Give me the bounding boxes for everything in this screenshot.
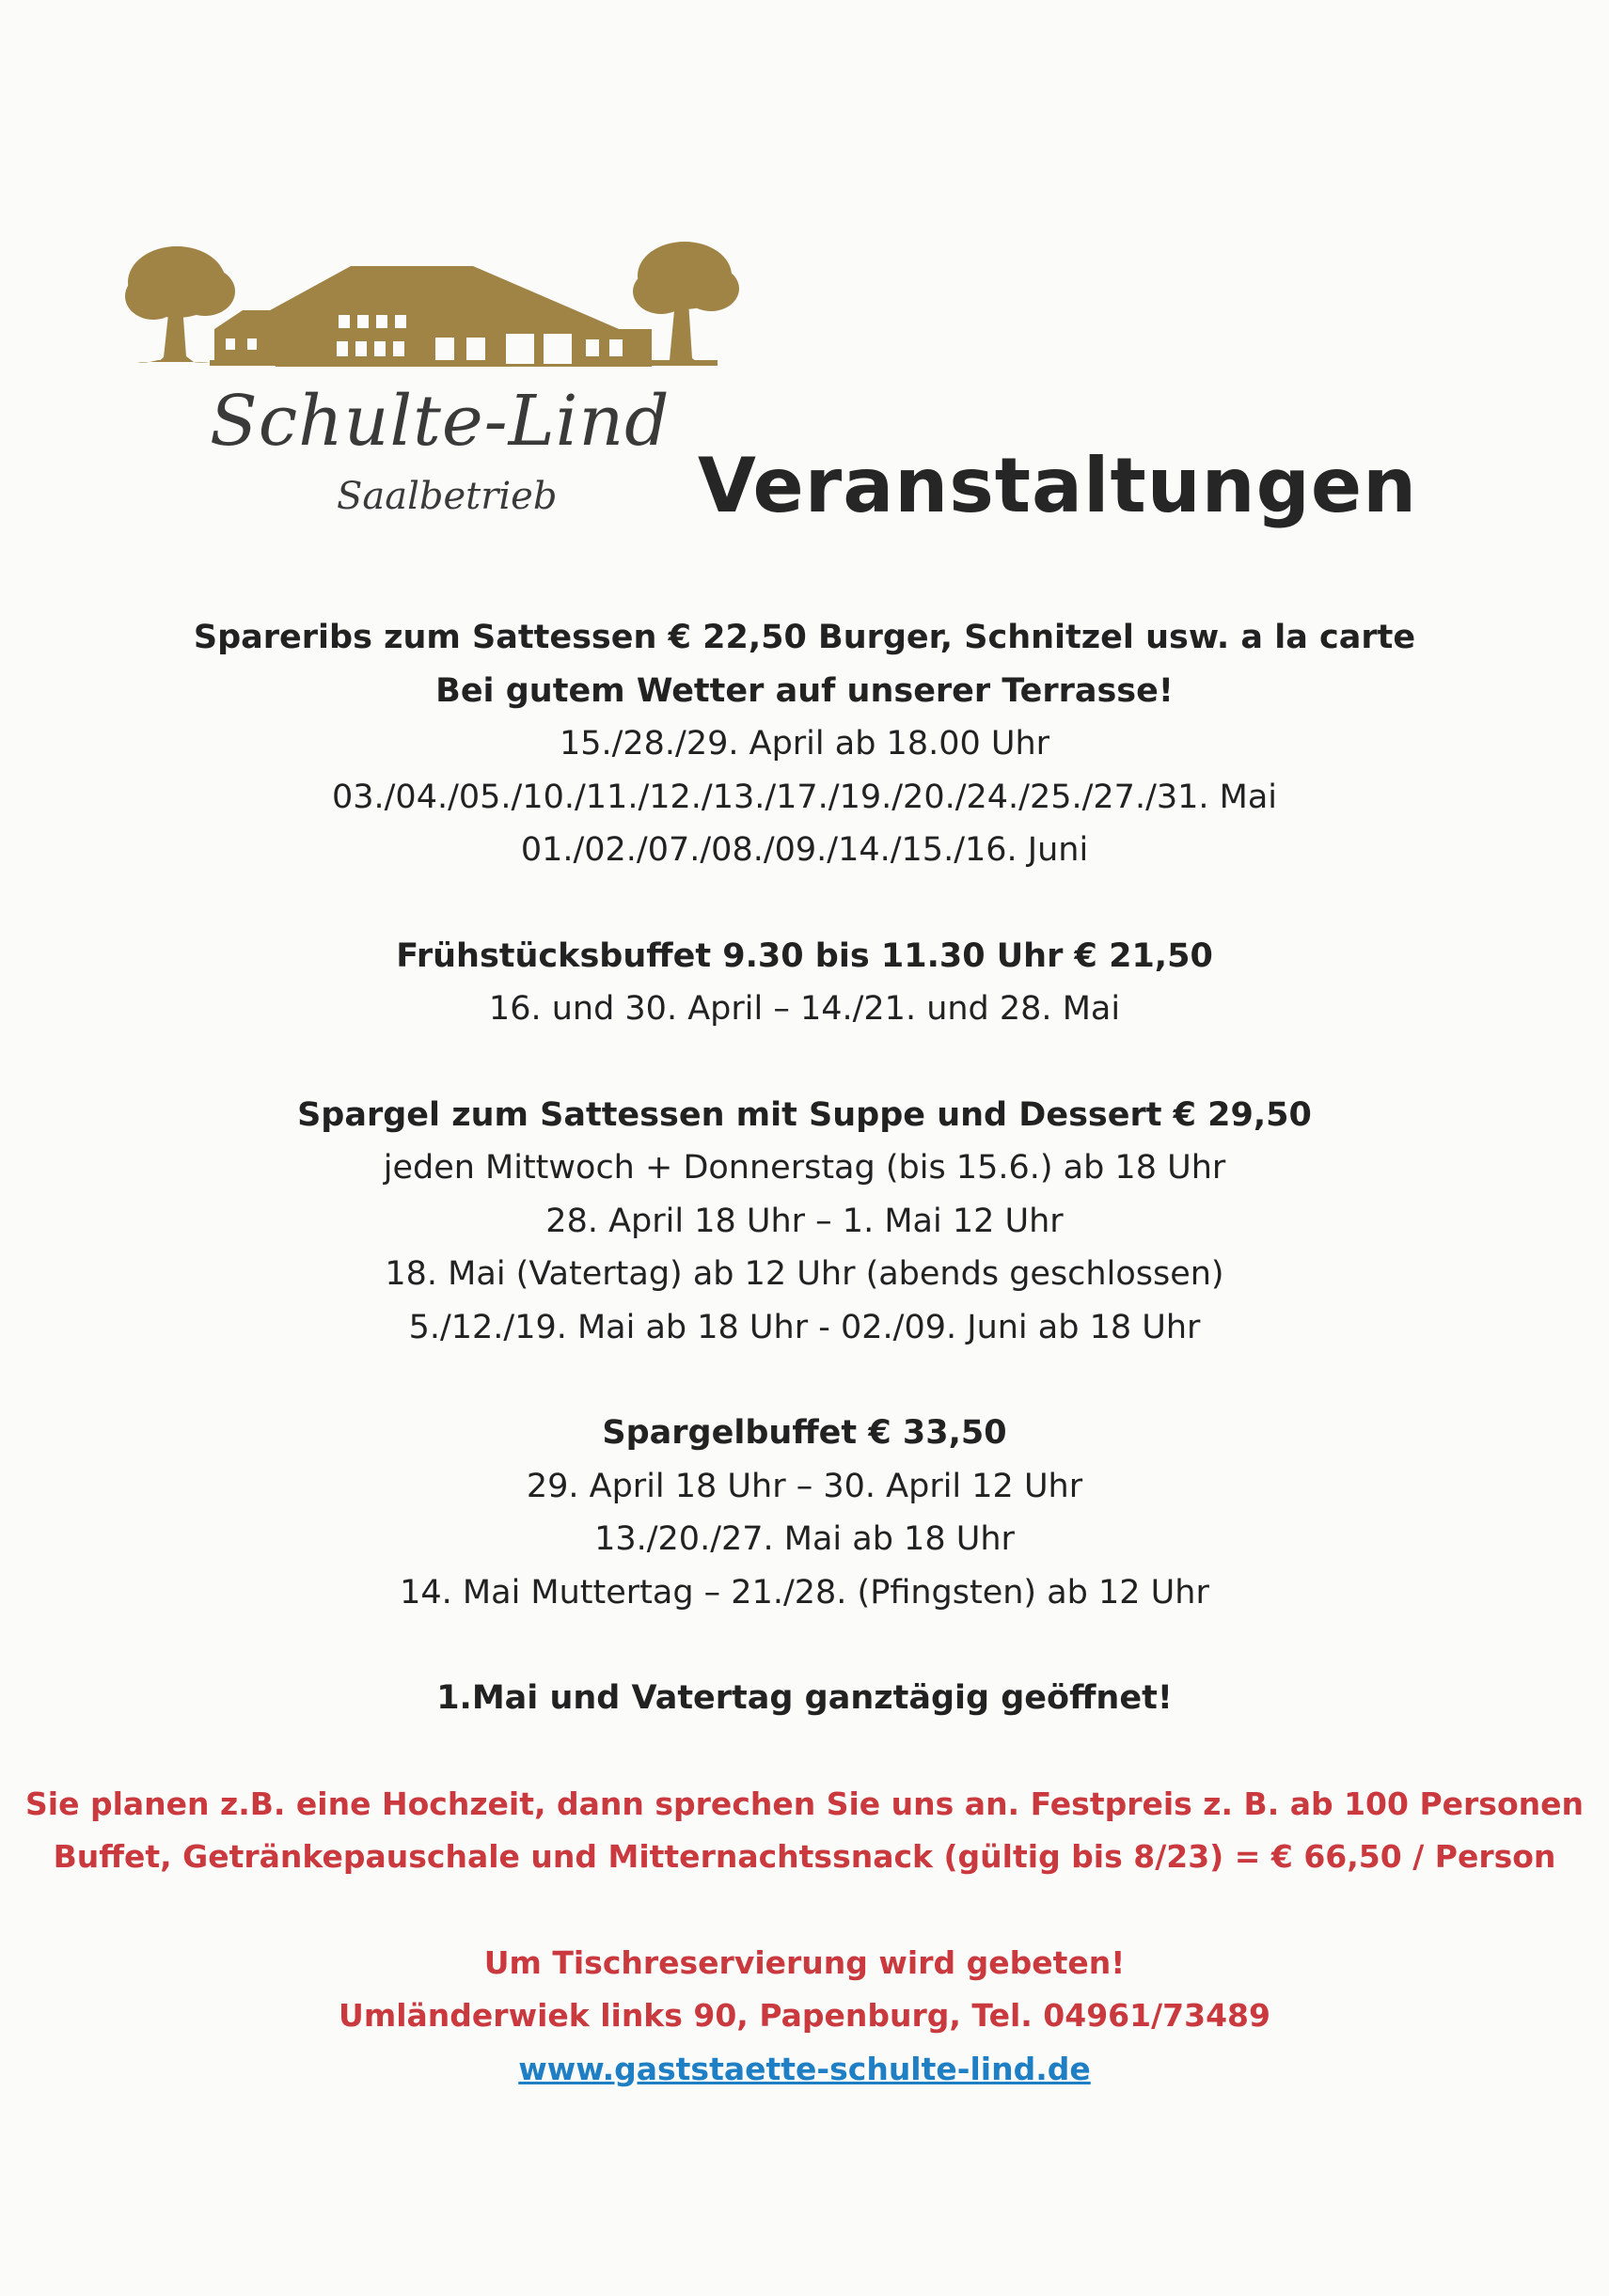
spacer — [0, 1354, 1609, 1407]
spacer — [0, 1619, 1609, 1672]
logo-subtitle: Saalbetrieb — [337, 475, 558, 518]
opening-notice-section — [0, 1672, 1609, 1725]
date-line: 03./04./05./10./11./12./13./17./19./20./24./25./27./31. Mai — [331, 778, 1278, 816]
logo — [120, 240, 779, 541]
asparagus-section — [0, 1089, 1609, 1355]
wedding-offer-line: Sie planen z.B. eine Hochzeit, dann sprechen Sie uns an. Festpreis z. B. ab 100 Personen — [25, 1785, 1584, 1822]
date-line: 5./12./19. Mai ab 18 Uhr - 02./09. Juni ab 18 Uhr — [408, 1308, 1201, 1346]
spacer — [0, 877, 1609, 930]
terrace-note: Bei gutem Wetter auf unserer Terrasse! — [435, 671, 1174, 710]
breakfast-heading: Frühstücksbuffet 9.30 bis 11.30 Uhr € 21,50 — [396, 936, 1213, 975]
spareribs-section — [0, 611, 1609, 877]
spacer — [0, 1725, 1609, 1778]
date-line: 28. April 18 Uhr – 1. Mai 12 Uhr — [545, 1202, 1064, 1240]
date-line: 13./20./27. Mai ab 18 Uhr — [594, 1520, 1015, 1558]
spareribs-heading: Spareribs zum Sattessen € 22,50 Burger, Schnitzel usw. a la carte — [193, 619, 1416, 656]
asparagus-buffet-section — [0, 1407, 1609, 1619]
page-title: Veranstaltungen — [698, 442, 1418, 529]
address: Umländerwiek links 90, Papenburg, Tel. 04961/73489 — [339, 1997, 1270, 2034]
asparagus-heading: Spargel zum Sattessen mit Suppe und Dessert € 29,50 — [297, 1095, 1312, 1134]
date-line: 29. April 18 Uhr – 30. April 12 Uhr — [526, 1467, 1083, 1505]
event-list — [0, 611, 1609, 2096]
date-line: jeden Mittwoch + Donnerstag (bis 15.6.) ab 18 Uhr — [383, 1149, 1226, 1187]
wedding-offer-section — [0, 1778, 1609, 1884]
breakfast-section — [0, 930, 1609, 1036]
date-line: 16. und 30. April – 14./21. und 28. Mai — [488, 990, 1121, 1028]
date-line: 15./28./29. April ab 18.00 Uhr — [559, 725, 1050, 763]
reservation-note: Um Tischreservierung wird gebeten! — [483, 1943, 1126, 1981]
farmhouse-logo-icon — [120, 240, 779, 381]
opening-notice: 1.Mai und Vatertag ganztägig geöffnet! — [436, 1679, 1173, 1717]
logo-name: Schulte-Lind — [210, 381, 670, 462]
spacer — [0, 1884, 1609, 1937]
wedding-offer-line: Buffet, Getränkepauschale und Mitternachtssnack (gültig bis 8/23) = € 66,50 / Person — [53, 1838, 1556, 1875]
website-link[interactable]: www.gaststaette-schulte-lind.de — [518, 2050, 1091, 2087]
date-line: 14. Mai Muttertag – 21./28. (Pfingsten) ab 12 Uhr — [400, 1573, 1209, 1612]
asparagus-buffet-heading: Spargelbuffet € 33,50 — [602, 1414, 1007, 1452]
spacer — [0, 1036, 1609, 1089]
contact-section — [0, 1937, 1609, 2097]
date-line: 18. Mai (Vatertag) ab 12 Uhr (abends geschlossen) — [385, 1255, 1224, 1293]
date-line: 01./02./07./08./09./14./15./16. Juni — [520, 831, 1089, 869]
